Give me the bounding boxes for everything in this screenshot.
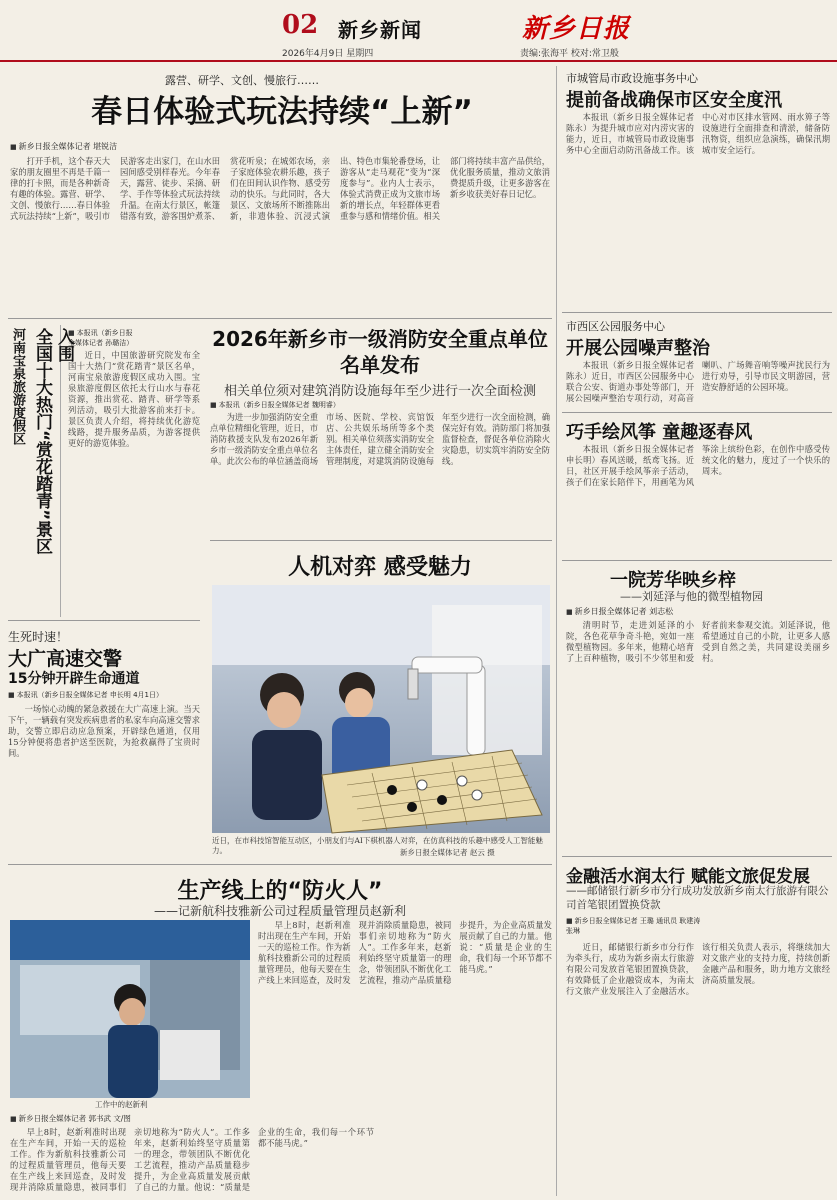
a10-byline: ■ 新乡日报全媒体记者 刘志松 [566, 606, 673, 617]
a1-kicker: 露营、研学、文创、慢旅行…… [165, 74, 319, 87]
a8-byline: 本报讯（新乡日报全媒体记者 陈永） [566, 360, 694, 381]
a1-title: 春日体验式玩法持续“上新” [91, 94, 473, 130]
a9-title: 巧手绘风筝 童趣逐春风 [566, 422, 753, 443]
a11-byline: ■ 新乡日报全媒体记者 王璐 通讯员 耿建涛 张琳 [566, 916, 706, 936]
a11-subtitle: ——邮储银行新乡市分行成功发放新乡南太行旅游有限公司首笔银团置换贷款 [566, 885, 829, 911]
a4-body: 为进一步加强消防安全重点单位精细化管理，近日，市消防救援支队发布2026年新乡市一级消防安全重点单位名单。此次公布的单位涵盖商场市场、医院、学校、宾馆饭店、公共娱乐场所等多个类别。相关单位须落实消防安全主体责任，建立健全消防安全管理制度，对建筑消防设施每年至少进行一次全面检测，确保完好有效。消防部门将加强监督检查，督促各单位消除火灾隐患，切实筑牢消防安全防线。 [210, 412, 550, 466]
a8-body: 本报讯（新乡日报全媒体记者 陈永）近日，市西区公园服务中心联合公安、街道办事处等部门，开展公园噪声整治专项行动，对高音喇叭、广场舞音响等噪声扰民行为进行劝导，引导市民文明游园，营造安静舒适的公园环境。 [566, 360, 830, 403]
worker-photo [10, 920, 250, 1098]
a3-kicker: 生死时速！ [8, 630, 69, 644]
page-number: 02 [282, 10, 319, 40]
a6-byline: ■ 新乡日报全媒体记者 郭书武 文/图 [10, 1113, 131, 1124]
editor-credit: 责编:张海平 校对:常卫般 [520, 49, 619, 59]
a8-kicker: 市西区公园服务中心 [566, 320, 665, 333]
a6-body: 早上8时，赵新利准时出现在生产车间，开始一天的巡检工作。作为新航科技雅新公司的过程质量管理员，他每天要在生产线上来回巡查，及时发现并消除质量隐患，被同事们亲切地称为“防火人”。工作多年来，赵新利始终坚守质量第一的理念，带领团队不断优化工艺流程，推动产品质量稳步提升，为企业高质量发展贡献了自己的力量。他说：“质量是企业的生命，我们每一个环节都不能马虎。” [258, 920, 552, 985]
divider [562, 560, 832, 561]
a9-byline: 本报讯（新乡日报全媒体记者 申长明） [566, 444, 694, 465]
section-title: 新乡新闻 [338, 18, 422, 42]
a8-title: 开展公园噪声整治 [566, 338, 710, 359]
a2-body: 近日，中国旅游研究院发布全国十大热门“赏花踏青”景区名单，河南宝泉旅游度假区成功入围。宝泉旅游度假区依托太行山水与春花资源，推出赏花、踏青、研学等系列活动，吸引大批游客前来打卡。景区负责人介绍，将持续优化游览线路，提升服务品质，为游客提供更好的游览体验。 [68, 350, 200, 448]
a2-title-part0: 入围 [54, 328, 74, 362]
chess-robot-photo [212, 585, 550, 833]
divider [8, 318, 552, 319]
a2-title-part1: 河南宝泉旅游度假区 [10, 328, 25, 445]
a5-caption: 近日，在市科技馆智能互动区，小朋友们与AI下棋机器人对弈，在仿真科技的乐趣中感受人工智能魅力。 [212, 836, 543, 855]
divider [562, 312, 832, 313]
a4-byline: ■ 本报讯（新乡日报全媒体记者 魏明睿） [210, 400, 340, 410]
a11-title: 金融活水润太行 赋能文旅促发展 [566, 867, 810, 887]
a2-title: 全国十大热门“赏花踏青”景区 [32, 328, 52, 555]
divider [562, 856, 832, 857]
a7-kicker: 市城管局市政设施事务中心 [566, 72, 698, 85]
a5-title: 人机对弈 感受魅力 [288, 555, 472, 580]
a1-body: 打开手机，这个春天大家的朋友圈里不再是千篇一律的打卡照，而是各种新奇有趣的体验。露营、研学、文创、慢旅行……春日体验式玩法持续“上新”，吸引市民游客走出家门，在山水田园间感受别样春光。今年春天，露营、徒步、采摘、研学、手作等体验式玩法持续升温。在南太行景区，帐篷错落有致，游客围炉煮茶、赏花听泉；在城郊农场，亲子家庭体验农耕乐趣，孩子们在田间认识作物、感受劳动的快乐。与此同时，各大景区、文旅场所不断推陈出新，非遗体验、沉浸式演出、特色市集轮番登场，让游客从“走马观花”变为“深度参与”。业内人士表示，体验式消费正成为文旅市场新的增长点，年轻群体更看重参与感和情绪价值。相关部门将持续丰富产品供给，优化服务质量，推动文旅消费提质升级，让更多游客在新乡收获美好春日记忆。 [10, 156, 550, 221]
divider [8, 620, 200, 621]
a11-body: 近日，邮储银行新乡市分行作为牵头行，成功为新乡南太行旅游有限公司发放首笔银团置换贷款，有效降低了企业融资成本，为南太行文旅产业发展注入了金融活水。该行相关负责人表示，将继续加大对文旅产业的支持力度，持续创新金融产品和服务，助力地方文旅经济高质量发展。 [566, 942, 830, 996]
newspaper-logo: 新乡日报 [522, 14, 631, 44]
divider [562, 412, 832, 413]
a3-subtitle: 15分钟开辟生命通道 [8, 671, 140, 687]
a3-byline: ■ 本报讯（新乡日报全媒体记者 申长明 4月1日） [8, 690, 200, 700]
a6-body-left: 早上8时，赵新利准时出现在生产车间，开始一天的巡检工作。作为新航科技雅新公司的过程质量管理员，他每天要在生产线上来回巡查，及时发现并消除质量隐患，被同事们亲切地称为“防火人”。工作多年来，赵新利始终坚守质量第一的理念，带领团队不断优化工艺流程，推动产品质量稳步提升，为企业高质量发展贡献了自己的力量。他说：“质量是企业的生命，我们每一个环节都不能马虎。” [10, 1127, 374, 1192]
a3-body: 一场惊心动魄的紧急救援在大广高速上演。当天下午，一辆载有突发疾病患者的私家车向高速交警求助，交警立即启动应急预案，开辟绿色通道，仅用15分钟便将患者护送至医院，为抢救赢得了宝贵时间。 [8, 704, 200, 758]
a1-byline: ■ 新乡日报全媒体记者 堪锐洁 [10, 141, 117, 152]
a4-subtitle: 相关单位须对建筑消防设施每年至少进行一次全面检测 [223, 384, 536, 399]
a2-byline: ■ 本报讯（新乡日报全媒体记者 孙璐洁） [68, 328, 133, 348]
a9-body: 本报讯（新乡日报全媒体记者 申长明）春风送暖，纸鸢飞扬。近日，社区开展手绘风筝亲子活动，孩子们在家长陪伴下，用画笔为风筝涂上缤纷色彩，在创作中感受传统文化的魅力，度过了一个快乐的周末。 [566, 444, 830, 487]
column-divider [556, 66, 557, 1196]
a6-title: 生产线上的“防火人” [177, 879, 383, 904]
a7-body: 本报讯（新乡日报全媒体记者 陈永）为提升城市应对内涝灾害的能力，近日，市城管局市政设施事务中心全面启动防汛备战工作。该中心对市区排水管网、雨水箅子等设施进行全面排查和清淤，储备防汛物资，组织应急演练，确保汛期城市安全运行。 [566, 112, 830, 155]
a7-title: 提前备战确保市区安全度汛 [566, 90, 782, 111]
a5-credit: 新乡日报全媒体记者 赵云 摄 [400, 848, 495, 857]
a10-body: 清明时节，走进刘延泽的小院，各色花草争奇斗艳，宛如一座微型植物园。多年来，他精心培育了上百种植物，吸引不少邻里和爱好者前来参观交流。刘延泽说，他希望通过自己的小院，让更多人感受到自然之美，共同建设美丽乡村。 [566, 620, 830, 663]
a7-byline: 本报讯（新乡日报全媒体记者 陈永） [566, 112, 694, 133]
header-rule [0, 60, 837, 62]
a4-title: 2026年新乡市一级消防安全重点单位名单发布 [212, 327, 548, 377]
issue-date: 2026年4月9日 星期四 [282, 49, 374, 59]
a6-subtitle: ——记新航科技雅新公司过程质量管理员赵新利 [153, 904, 406, 918]
divider [8, 864, 552, 865]
a3-title: 大广高速交警 [8, 648, 123, 670]
a10-title: 一院芳华映乡梓 [610, 570, 736, 591]
a10-subtitle: ——刘延泽与他的微型植物园 [620, 590, 763, 603]
a6-caption: 工作中的赵新利 [95, 1100, 148, 1109]
divider [210, 540, 552, 541]
